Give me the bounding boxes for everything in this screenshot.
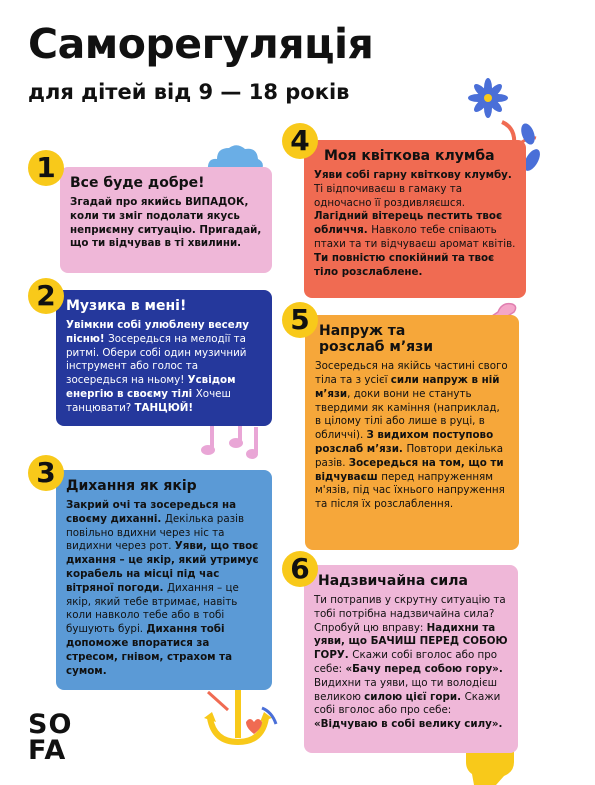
- badge-number-1: 1: [28, 150, 64, 186]
- card-text-run: Дихання тобі допоможе впоратися за стресом, гнівом, страхом та сумом.: [66, 623, 233, 677]
- card-text-run: Закрий очі та зосередься на своєму диханні.: [66, 499, 237, 525]
- card-text-run: Скажи собі вголос або про себе:: [314, 649, 498, 676]
- logo-line-2: FA: [28, 735, 67, 766]
- card-title: Все буде добре!: [70, 175, 205, 191]
- badge-number-4: 4: [282, 123, 318, 159]
- card-text-run: Скажи собі вголос або про себе:: [314, 690, 501, 717]
- card-title: Дихання як якір: [66, 478, 197, 494]
- card-body: [314, 169, 516, 279]
- card-body: [70, 196, 262, 251]
- card-text-run: Декілька разів повільно вдихни через ніс та видихни через рот.: [66, 512, 245, 553]
- card-text-run: Усвідом енергію в своєму тілі: [66, 374, 236, 401]
- card-text-run: сили напруж в ній м’язи: [315, 373, 500, 400]
- card-text-run: Зосередься на том, що ти відчуваєш: [315, 456, 504, 483]
- logo-line-1: SO: [28, 709, 73, 740]
- card-text-run: Уяви собі гарну квіткову клумбу.: [314, 169, 512, 182]
- card-1: [60, 167, 272, 273]
- badge-number-3: 3: [28, 455, 64, 491]
- card-text-run: Ти повністю спокійний та твоє тіло розслаблене.: [314, 251, 495, 278]
- badge-number-6: 6: [282, 551, 318, 587]
- card-title: Надзвичайна сила: [318, 573, 468, 589]
- card-text-run: , доки вони не стануть твердими як каміння (наприклад, в цілому тілі або лише в руці, в обличчі).: [315, 387, 500, 442]
- card-text-run: Ти потрапив у скрутну ситуацію та тобі потрібна надзвичайна сила? Спробуй цю вправу:: [314, 594, 506, 634]
- card-title: Напруж та розслаб м’язи: [319, 323, 434, 356]
- card-body: [66, 319, 262, 416]
- card-title: Моя квіткова клумба: [324, 148, 495, 164]
- card-5: [305, 315, 519, 550]
- card-body: [66, 499, 262, 678]
- card-body: [315, 360, 509, 512]
- card-text-run: ТАНЦЮЙ!: [134, 401, 194, 414]
- card-text-run: силою цієї гори.: [364, 690, 465, 703]
- card-2: [56, 290, 272, 426]
- card-text-run: З видихом поступово розслаб м’язи.: [315, 429, 494, 455]
- card-text-run: Видихни та уяви, що ти володієш великою: [314, 676, 498, 703]
- card-text-run: Навколо тебе співають птахи та ти відчуваєш аромат квітів.: [314, 224, 516, 251]
- card-text-run: Надихни та уяви, що БАЧИШ ПЕРЕД СОБОЮ ГОРУ.: [314, 621, 508, 662]
- card-text-run: Ті відпочиваєш в гамаку та одночасно її роздивляєшся.: [314, 182, 465, 209]
- card-3: [56, 470, 272, 690]
- card-text-run: Лагідний вітерець пестить твоє обличчя.: [314, 210, 503, 237]
- card-6: [304, 565, 518, 753]
- card-title: Музика в мені!: [66, 298, 187, 314]
- card-text-run: Згадай про якийсь ВИПАДОК, коли ти зміг подолати якусь неприємну ситуацію. Пригадай, що ти відчував в ті хвилини.: [70, 196, 262, 250]
- card-text-run: «Відчуваю в собі велику силу».: [314, 718, 503, 731]
- card-4: [304, 140, 526, 298]
- badge-number-2: 2: [28, 278, 64, 314]
- card-text-run: перед напруженням м'язів, під час їхнього напруження та після їх розслаблення.: [315, 470, 505, 511]
- card-body: [314, 594, 508, 732]
- card-text-run: Повтори декілька разів.: [315, 442, 504, 469]
- card-text-run: Уяви, що твоє дихання – це якір, який утримує корабель на місці під час вітряної погоди.: [66, 540, 259, 594]
- card-text-run: Зосередься на якійсь частині свого тіла та з усієї: [315, 360, 508, 386]
- page-title: Саморегуляція: [28, 20, 374, 68]
- badge-number-5: 5: [282, 302, 318, 338]
- sofa-logo: [28, 709, 73, 766]
- card-text-run: Дихання – це якір, який тебе втримає, навіть коли навколо тебе або в тобі бушують бурі.: [66, 581, 239, 636]
- card-text-run: Хочеш танцювати?: [66, 388, 231, 414]
- card-text-run: «Бачу перед собою гору».: [345, 663, 503, 676]
- page-subtitle: для дітей від 9 — 18 років: [28, 80, 350, 104]
- card-text-run: Зосередься на мелодії та ритмі. Обери собі один музичний інструмент або голос та зосередься на ньому!: [66, 332, 247, 387]
- card-text-run: Увімкни собі улюблену веселу пісню!: [66, 319, 250, 345]
